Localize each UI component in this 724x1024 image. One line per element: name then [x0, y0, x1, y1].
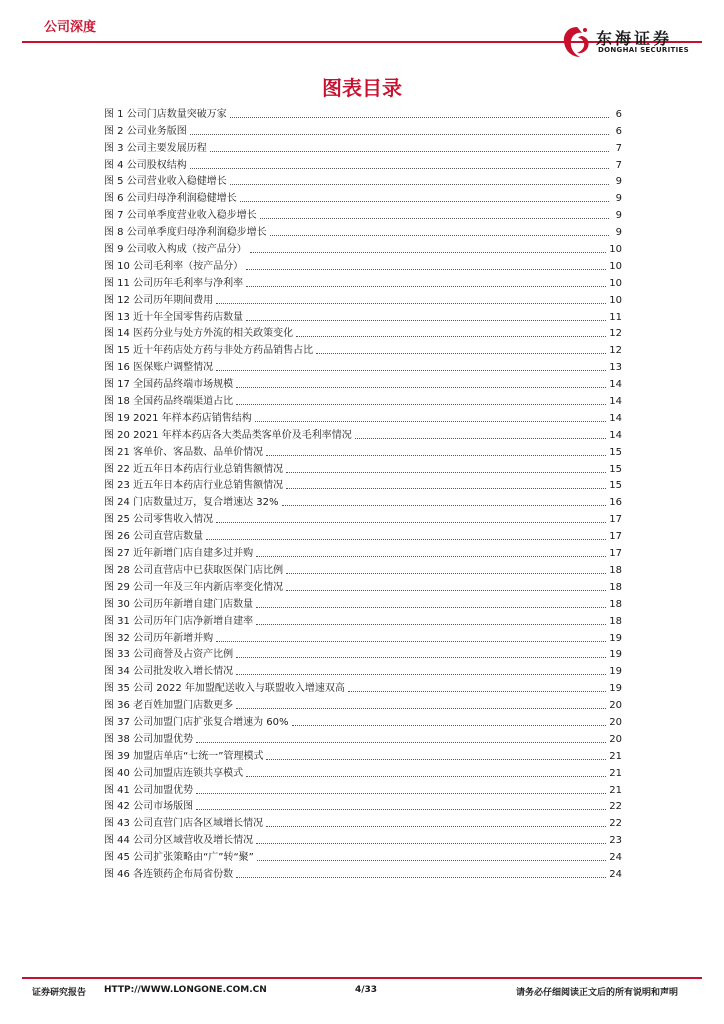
toc-entry[interactable] — [104, 864, 622, 881]
toc-leader-dots — [236, 707, 606, 709]
footer-report-type: 证券研究报告 — [32, 988, 87, 998]
toc-entry-page: 13 — [609, 362, 622, 374]
toc-entry[interactable] — [104, 780, 622, 797]
toc-leader-dots — [292, 724, 607, 726]
toc-entry-label: 图 10 公司毛利率（按产品分） — [104, 260, 244, 272]
toc-entry-label: 图 27 近年新增门店自建多过并购 — [104, 548, 254, 560]
toc-entry[interactable] — [104, 374, 622, 391]
footer-disclaimer: 请务必仔细阅读正文后的所有说明和声明 — [516, 988, 679, 998]
toc-entry-label: 图 7 公司单季度营业收入稳步增长 — [104, 210, 257, 222]
toc-entry-page: 6 — [615, 125, 622, 137]
toc-entry-label: 图 19 2021 年样本药店销售结构 — [104, 412, 252, 424]
toc-entry-label: 图 36 老百姓加盟门店数更多 — [104, 700, 234, 712]
toc-leader-dots — [270, 234, 609, 236]
toc-entry[interactable] — [104, 813, 622, 830]
toc-entry-label: 图 39 加盟店单店“七统一”管理模式 — [104, 750, 264, 762]
toc-entry-page: 16 — [609, 497, 622, 509]
toc-entry[interactable] — [104, 391, 622, 408]
toc-leader-dots — [240, 200, 609, 202]
toc-leader-dots — [266, 825, 606, 827]
logo-en: DONGHAI SECURITIES — [598, 46, 689, 54]
toc-leader-dots — [190, 167, 609, 169]
toc-entry[interactable] — [104, 560, 622, 577]
toc-leader-dots — [236, 386, 606, 388]
toc-entry-page: 21 — [609, 767, 622, 779]
toc-leader-dots — [216, 302, 606, 304]
toc-entry[interactable] — [104, 509, 622, 526]
toc-leader-dots — [266, 758, 606, 760]
toc-leader-dots — [196, 792, 606, 794]
toc-entry-label: 图 46 各连锁药企布局省份数 — [104, 868, 234, 880]
toc-entry-page: 20 — [609, 700, 622, 712]
toc-leader-dots — [196, 741, 606, 743]
toc-entry-label: 图 31 公司历年门店净新增自建率 — [104, 615, 254, 627]
toc-leader-dots — [286, 487, 606, 489]
toc-leader-dots — [230, 183, 609, 185]
toc-entry-page: 24 — [609, 868, 622, 880]
toc-entry[interactable] — [104, 830, 622, 847]
toc-leader-dots — [260, 217, 609, 219]
toc-entry-page: 17 — [609, 514, 622, 526]
toc-leader-dots — [256, 842, 606, 844]
toc-entry-page: 15 — [609, 463, 622, 475]
toc-entry[interactable] — [104, 239, 622, 256]
toc-leader-dots — [257, 859, 606, 861]
toc-entry-page: 12 — [609, 328, 622, 340]
toc-entry[interactable] — [104, 526, 622, 543]
toc-entry-page: 18 — [609, 598, 622, 610]
toc-entry-label: 图 45 公司扩张策略由“广”转“聚” — [104, 852, 254, 864]
toc-entry-page: 9 — [615, 227, 622, 239]
toc-entry[interactable] — [104, 847, 622, 864]
toc-leader-dots — [266, 454, 606, 456]
toc-entry-label: 图 32 公司历年新增并购 — [104, 632, 214, 644]
toc-entry-page: 18 — [609, 581, 622, 593]
toc-entry-page: 21 — [609, 750, 622, 762]
toc-entry-label: 图 20 2021 年样本药店各大类品类客单价及毛利率情况 — [104, 429, 352, 441]
toc-leader-dots — [246, 285, 606, 287]
toc-entry-label: 图 26 公司直营店数量 — [104, 531, 204, 543]
toc-leader-dots — [286, 471, 606, 473]
toc-entry-label: 图 15 近十年药店处方药与非处方药品销售占比 — [104, 345, 314, 357]
toc-entry-label: 图 28 公司直营店中已获取医保门店比例 — [104, 564, 284, 576]
toc-entry[interactable] — [104, 746, 622, 763]
toc-entry-page: 21 — [609, 784, 622, 796]
toc-entry-label: 图 14 医药分业与处方外流的相关政策变化 — [104, 328, 294, 340]
toc-entry-page: 7 — [615, 142, 622, 154]
toc-entry-label: 图 22 近五年日本药店行业总销售额情况 — [104, 463, 284, 475]
toc-entry[interactable] — [104, 797, 622, 814]
toc-entry-page: 14 — [609, 396, 622, 408]
toc-entry-label: 图 23 近五年日本药店行业总销售额情况 — [104, 480, 284, 492]
toc-entry[interactable] — [104, 121, 622, 138]
toc-leader-dots — [216, 521, 606, 523]
toc-entry-page: 18 — [609, 564, 622, 576]
toc-leader-dots — [255, 420, 607, 422]
toc-entry[interactable] — [104, 476, 622, 493]
header-tag: 公司深度 — [44, 20, 97, 35]
toc-entry-page: 17 — [609, 531, 622, 543]
toc-entry[interactable] — [104, 273, 622, 290]
toc-entry[interactable] — [104, 104, 622, 121]
toc-entry-page: 17 — [609, 548, 622, 560]
toc-leader-dots — [256, 555, 606, 557]
toc-entry-label: 图 21 客单价、客品数、品单价情况 — [104, 446, 264, 458]
toc-entry[interactable] — [104, 357, 622, 374]
toc-leader-dots — [256, 623, 606, 625]
toc-leader-dots — [246, 319, 606, 321]
toc-entry-label: 图 25 公司零售收入情况 — [104, 514, 214, 526]
toc-entry[interactable] — [104, 442, 622, 459]
toc-entry-label: 图 37 公司加盟门店扩张复合增速为 60% — [104, 716, 289, 728]
toc-entry-label: 图 8 公司单季度归母净利润稳步增长 — [104, 227, 267, 239]
footer-page-number: 4/33 — [355, 985, 378, 995]
company-logo — [560, 24, 705, 64]
toc-entry-page: 20 — [609, 733, 622, 745]
toc-entry-label: 图 12 公司历年期间费用 — [104, 294, 214, 306]
toc-entry[interactable] — [104, 138, 622, 155]
toc-entry[interactable] — [104, 695, 622, 712]
toc-leader-dots — [210, 150, 609, 152]
toc-entry-page: 20 — [609, 716, 622, 728]
toc-leader-dots — [256, 606, 606, 608]
toc-entry-label: 图 33 公司商誉及占资产比例 — [104, 649, 234, 661]
toc-entry-label: 图 44 公司分区域营收及增长情况 — [104, 835, 254, 847]
toc-entry-page: 6 — [615, 108, 622, 120]
toc-leader-dots — [246, 268, 606, 270]
toc-entry[interactable] — [104, 611, 622, 628]
toc-entry[interactable] — [104, 645, 622, 662]
toc-entry[interactable] — [104, 188, 622, 205]
toc-entry[interactable] — [104, 459, 622, 476]
toc-entry[interactable] — [104, 628, 622, 645]
toc-entry-label: 图 34 公司批发收入增长情况 — [104, 666, 234, 678]
footer-url[interactable]: HTTP://WWW.LONGONE.COM.CN — [104, 985, 267, 995]
toc-entry[interactable] — [104, 577, 622, 594]
page-title: 图表目录 — [322, 76, 402, 100]
toc-entry-page: 10 — [609, 244, 622, 256]
toc-entry-page: 14 — [609, 379, 622, 391]
toc-leader-dots — [355, 437, 607, 439]
toc-entry[interactable] — [104, 155, 622, 172]
toc-entry[interactable] — [104, 205, 622, 222]
toc-entry-label: 图 3 公司主要发展历程 — [104, 142, 207, 154]
toc-leader-dots — [190, 133, 609, 135]
toc-entry-label: 图 17 全国药品终端市场规模 — [104, 379, 234, 391]
toc-entry-page: 19 — [609, 632, 622, 644]
toc-entry-page: 10 — [609, 294, 622, 306]
toc-entry-page: 22 — [609, 801, 622, 813]
toc-entry-page: 23 — [609, 835, 622, 847]
toc-entry[interactable] — [104, 324, 622, 341]
toc-entry-page: 19 — [609, 683, 622, 695]
toc-entry[interactable] — [104, 290, 622, 307]
toc-entry-label: 图 40 公司加盟店连锁共享模式 — [104, 767, 244, 779]
toc-entry-label: 图 42 公司市场版图 — [104, 801, 194, 813]
toc-entry-page: 9 — [615, 176, 622, 188]
toc-entry-page: 12 — [609, 345, 622, 357]
toc-entry[interactable] — [104, 594, 622, 611]
dragon-logo-icon — [560, 24, 594, 62]
toc-leader-dots — [236, 656, 606, 658]
toc-entry-label: 图 5 公司营业收入稳健增长 — [104, 176, 227, 188]
toc-entry[interactable] — [104, 661, 622, 678]
toc-entry-page: 15 — [609, 446, 622, 458]
footer-rule — [22, 977, 702, 979]
toc-leader-dots — [246, 775, 606, 777]
toc-entry-page: 24 — [609, 852, 622, 864]
toc-entry-label: 图 13 近十年全国零售药店数量 — [104, 311, 244, 323]
toc-leader-dots — [286, 572, 606, 574]
toc-entry[interactable] — [104, 172, 622, 189]
toc-entry[interactable] — [104, 307, 622, 324]
toc-leader-dots — [216, 640, 606, 642]
toc-entry-label: 图 24 门店数量过万，复合增速达 32% — [104, 497, 279, 509]
toc-entry[interactable] — [104, 492, 622, 509]
toc-entry-page: 9 — [615, 210, 622, 222]
toc-leader-dots — [316, 352, 606, 354]
toc-entry-label: 图 41 公司加盟优势 — [104, 784, 194, 796]
toc-entry[interactable] — [104, 425, 622, 442]
toc-leader-dots — [230, 116, 609, 118]
toc-leader-dots — [206, 538, 606, 540]
toc-leader-dots — [236, 876, 606, 878]
toc-entry-page: 7 — [615, 159, 622, 171]
toc-entry[interactable] — [104, 763, 622, 780]
toc-entry-label: 图 16 医保账户调整情况 — [104, 362, 214, 374]
toc-entry-page: 10 — [609, 260, 622, 272]
toc-list — [104, 104, 622, 881]
toc-leader-dots — [282, 504, 607, 506]
toc-entry-page: 14 — [609, 412, 622, 424]
toc-entry-page: 11 — [609, 311, 622, 323]
toc-leader-dots — [216, 369, 606, 371]
toc-entry-label: 图 2 公司业务版图 — [104, 125, 187, 137]
toc-leader-dots — [348, 690, 606, 692]
toc-entry-label: 图 9 公司收入构成（按产品分） — [104, 244, 247, 256]
toc-entry-page: 10 — [609, 277, 622, 289]
toc-entry[interactable] — [104, 712, 622, 729]
toc-entry-label: 图 1 公司门店数量突破万家 — [104, 108, 227, 120]
toc-entry-label: 图 11 公司历年毛利率与净利率 — [104, 277, 244, 289]
toc-leader-dots — [196, 808, 606, 810]
toc-entry-label: 图 43 公司直营门店各区域增长情况 — [104, 818, 264, 830]
toc-entry[interactable] — [104, 408, 622, 425]
toc-entry[interactable] — [104, 222, 622, 239]
toc-leader-dots — [236, 673, 606, 675]
toc-entry[interactable] — [104, 256, 622, 273]
toc-entry-page: 19 — [609, 649, 622, 661]
toc-entry[interactable] — [104, 729, 622, 746]
toc-leader-dots — [296, 335, 606, 337]
toc-entry-label: 图 35 公司 2022 年加盟配送收入与联盟收入增速双高 — [104, 683, 345, 695]
toc-entry-label: 图 18 全国药品终端渠道占比 — [104, 396, 234, 408]
toc-entry-page: 19 — [609, 666, 622, 678]
toc-leader-dots — [250, 251, 607, 253]
toc-entry[interactable] — [104, 543, 622, 560]
logo-cn: 东海证券 — [596, 29, 673, 48]
toc-entry-page: 18 — [609, 615, 622, 627]
toc-entry-label: 图 38 公司加盟优势 — [104, 733, 194, 745]
toc-entry-page: 22 — [609, 818, 622, 830]
toc-entry-label: 图 4 公司股权结构 — [104, 159, 187, 171]
toc-entry-label: 图 29 公司一年及三年内新店率变化情况 — [104, 581, 284, 593]
toc-leader-dots — [236, 403, 606, 405]
toc-leader-dots — [286, 589, 606, 591]
toc-entry-label: 图 30 公司历年新增自建门店数量 — [104, 598, 254, 610]
toc-entry-page: 15 — [609, 480, 622, 492]
toc-entry-page: 14 — [609, 429, 622, 441]
toc-entry-label: 图 6 公司归母净利润稳健增长 — [104, 193, 237, 205]
toc-entry[interactable] — [104, 678, 622, 695]
toc-entry-page: 9 — [615, 193, 622, 205]
toc-entry[interactable] — [104, 340, 622, 357]
